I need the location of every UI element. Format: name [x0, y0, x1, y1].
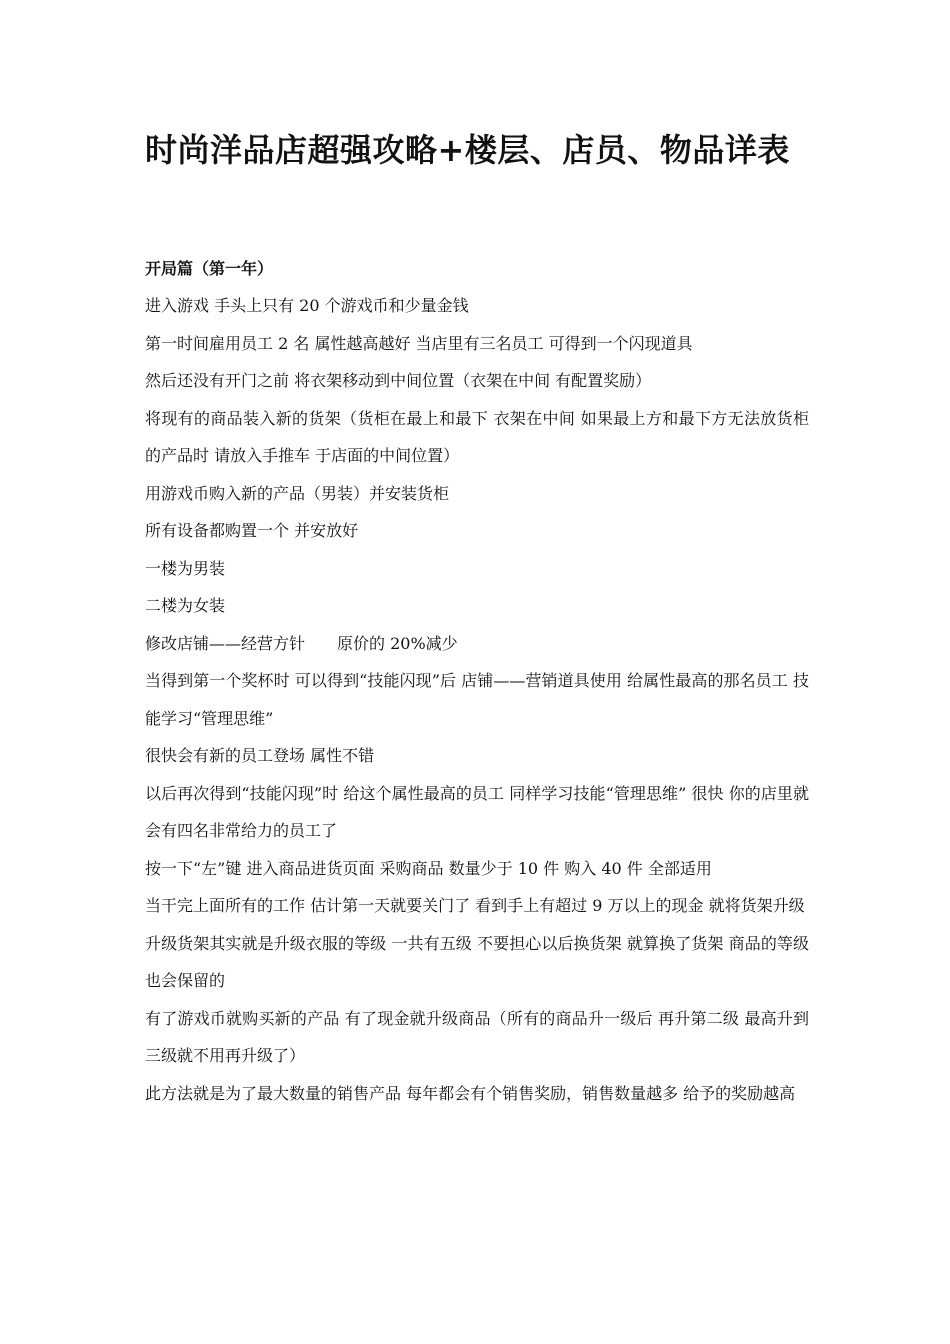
paragraph-2: 第一时间雇用员工 2 名 属性越高越好 当店里有三名员工 可得到一个闪现道具 [145, 333, 693, 353]
paragraph-16: 有了游戏币就购买新的产品 有了现金就升级商品（所有的商品升一级后 再升第二级 最高升到三级就不用再升级了） [145, 1008, 809, 1065]
paragraph-4: 将现有的商品装入新的货架（货柜在最上和最下 衣架在中间 如果最上方和最下方无法放货柜的产品时 请放入手推车 于店面的中间位置） [145, 408, 809, 465]
paragraph-7: 一楼为男装 [145, 558, 226, 578]
paragraph-10: 当得到第一个奖杯时 可以得到“技能闪现”后 店铺——营销道具使用 给属性最高的那名员工 技能学习“管理思维” [145, 671, 809, 728]
paragraph-14: 当干完上面所有的工作 估计第一天就要关门了 看到手上有超过 9 万以上的现金 就将货架升级 [145, 896, 805, 915]
paragraph-12: 以后再次得到“技能闪现”时 给这个属性最高的员工 同样学习技能“管理思维” 很快 你的店里就会有四名非常给力的员工了 [145, 783, 809, 840]
paragraph-17: 此方法就是为了最大数量的销售产品 每年都会有个销售奖励，销售数量越多 给予的奖励越高 [145, 1083, 796, 1103]
paragraph-1: 进入游戏 手头上只有 20 个游戏币和少量金钱 [145, 296, 469, 315]
paragraph-15: 升级货架其实就是升级衣服的等级 一共有五级 不要担心以后换货架 就算换了货架 商品的等级也会保留的 [145, 933, 809, 990]
paragraph-6: 所有设备都购置一个 并安放好 [145, 521, 359, 540]
document-body [145, 250, 809, 1112]
paragraph-9: 修改店铺——经营方针 原价的 20%减少 [145, 633, 458, 653]
paragraph-8: 二楼为女装 [145, 596, 226, 615]
section-heading: 开局篇（第一年） [145, 259, 274, 278]
paragraph-5: 用游戏币购入新的产品（男装）并安装货柜 [145, 483, 450, 503]
paragraph-13: 按一下“左”键 进入商品进货页面 采购商品 数量少于 10 件 购入 40 件 全部适用 [145, 858, 712, 878]
paragraph-11: 很快会有新的员工登场 属性不错 [145, 746, 375, 765]
page-title: 时尚洋品店超强攻略+楼层、店员、物品详表 [145, 131, 790, 169]
paragraph-3: 然后还没有开门之前 将衣架移动到中间位置（衣架在中间 有配置奖励） [145, 371, 652, 390]
